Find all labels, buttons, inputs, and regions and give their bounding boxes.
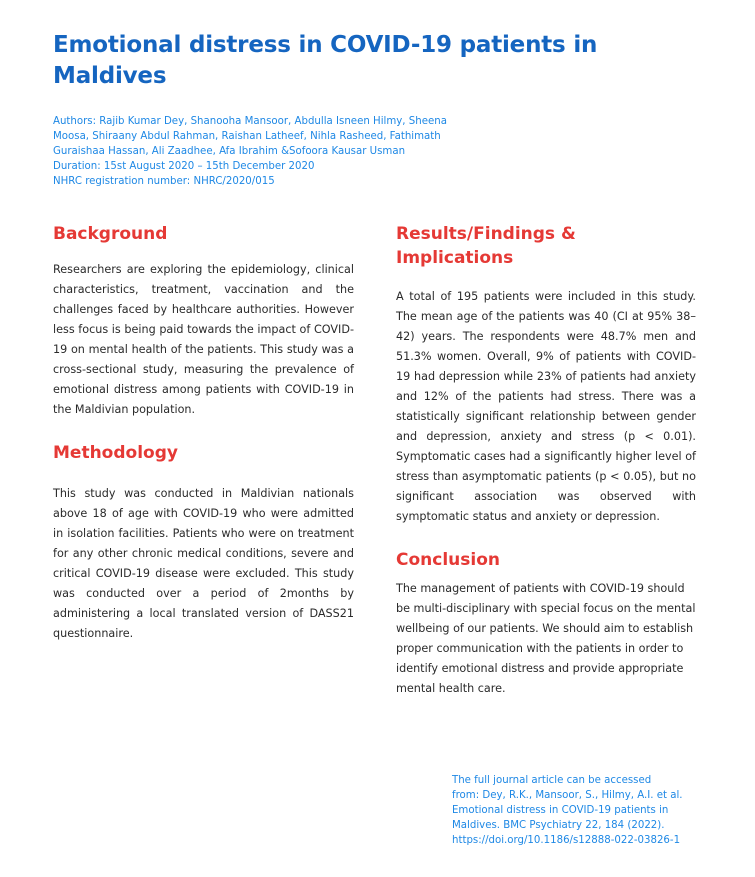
- background-text: Researchers are exploring the epidemiology, clinical characteristics, treatment, vaccination and the challenges faced by healthcare authorities. However less focus is being paid towards the impact of COVID-19 on mental health of the patients. This study was a cross-sectional study, measuring the prevalence of emotional distress among patients with COVID-19 in the Maldivian population.: [53, 263, 354, 416]
- doi-link[interactable]: https://doi.org/10.1186/s12888-022-03826-1: [452, 835, 681, 846]
- conclusion-text: The management of patients with COVID-19 should be multi-disciplinary with special focus on the mental wellbeing of our patients. We should aim to establish proper communication with the patients in order to identify emotional distress and provide appropriate mental health care.: [396, 582, 696, 695]
- citation-line: from: Dey, R.K., Mansoor, S., Hilmy, A.I. et al.: [452, 790, 683, 801]
- background-heading: Background: [53, 224, 168, 244]
- duration-line: Duration: 15st August 2020 – 15th December 2020: [53, 161, 315, 172]
- citation-line: The full journal article can be accessed: [452, 775, 652, 786]
- methodology-text: This study was conducted in Maldivian nationals above 18 of age with COVID-19 who were admitted in isolation facilities. Patients who were on treatment for any other chronic medical conditions, severe and critical COVID-19 disease were excluded. This study was conducted over a period of 2months by administering a local translated version of DASS21 questionnaire.: [53, 487, 354, 640]
- study-metadata: [53, 114, 483, 189]
- citation-note: [452, 773, 712, 848]
- conclusion-heading: Conclusion: [396, 550, 500, 570]
- results-text: A total of 195 patients were included in this study. The mean age of the patients was 40 (CI at 95% 38–42) years. The respondents were 48.7% men and 51.3% women. Overall, 9% of patients with COVID-19 had depression while 23% of patients had anxiety and 12% of the patients had stress. There was a statistically significant relationship between gender and depression, anxiety and stress (p < 0.01). Symptomatic cases had a significantly higher level of stress than asymptomatic patients (p < 0.05), but no significant association was observed with symptomatic status and anxiety or depression.: [396, 290, 696, 523]
- registration-line: NHRC registration number: NHRC/2020/015: [53, 176, 275, 187]
- citation-line: Maldives. BMC Psychiatry 22, 184 (2022).: [452, 820, 665, 831]
- citation-line: Emotional distress in COVID-19 patients in: [452, 805, 669, 816]
- results-heading: Results/Findings & Implications: [396, 224, 576, 268]
- page-title: Emotional distress in COVID-19 patients in Maldives: [53, 32, 598, 89]
- authors-line: Authors: Rajib Kumar Dey, Shanooha Mansoor, Abdulla Isneen Hilmy, Sheena Moosa, Shiraany Abdul Rahman, Raishan Latheef, Nihla Rasheed, Fathimath Guraishaa Hassan, Ali Zaadhee, Afa Ibrahim &Sofoora Kausar Usman: [53, 116, 447, 157]
- methodology-heading: Methodology: [53, 443, 178, 463]
